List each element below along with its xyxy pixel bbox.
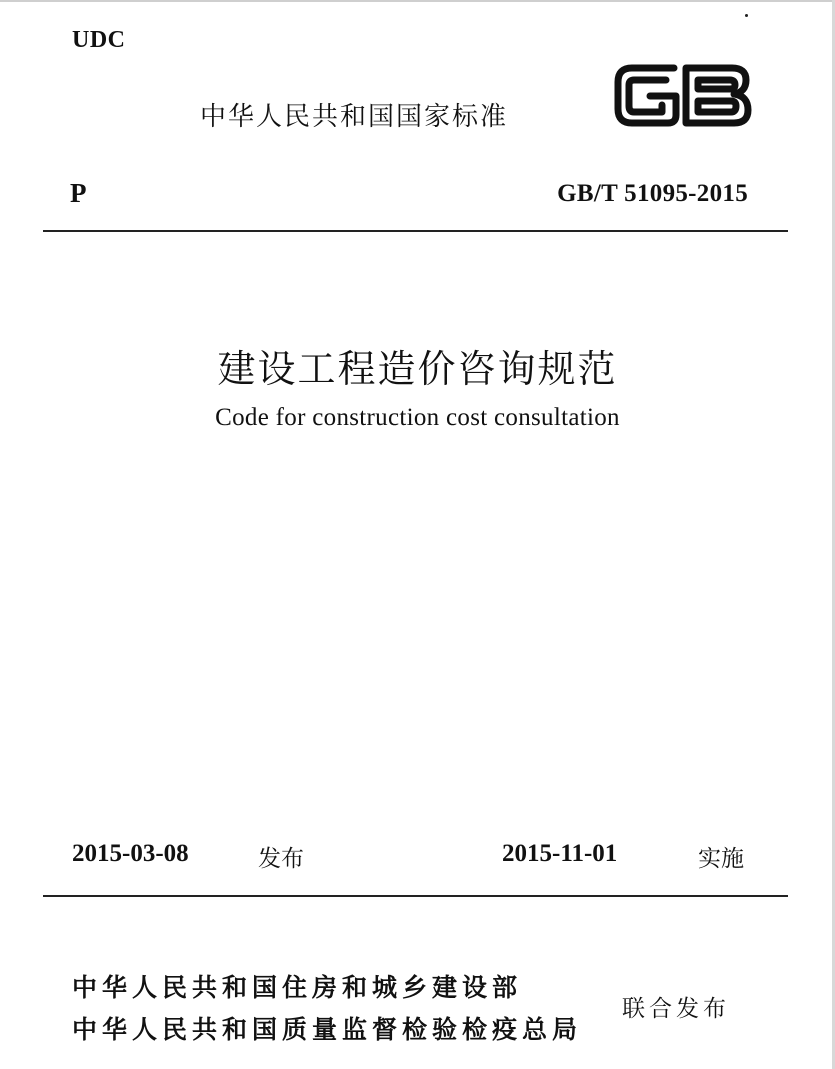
title-english: Code for construction cost consultation	[215, 404, 620, 431]
scan-speck	[745, 14, 748, 17]
issuer-ministry-housing: 中华人民共和国住房和城乡建设部	[72, 973, 523, 1002]
publish-label: 发布	[258, 846, 304, 872]
footer-divider	[43, 895, 788, 897]
joint-issue-label: 联合发布	[622, 996, 730, 1022]
gb-logo	[610, 58, 755, 133]
udc-label: UDC	[72, 27, 126, 53]
category-code: P	[70, 178, 87, 208]
header-divider	[43, 230, 788, 232]
issuer-quality-inspection: 中华人民共和国质量监督检验检疫总局	[72, 1015, 583, 1044]
standard-type: 中华人民共和国国家标准	[200, 102, 509, 132]
standard-code: GB/T 51095-2015	[557, 180, 748, 207]
title-chinese: 建设工程造价咨询规范	[217, 347, 618, 391]
effective-date: 2015-11-01	[502, 840, 618, 867]
publish-date: 2015-03-08	[72, 840, 189, 867]
effective-label: 实施	[698, 846, 744, 872]
page-border-top	[0, 0, 835, 2]
